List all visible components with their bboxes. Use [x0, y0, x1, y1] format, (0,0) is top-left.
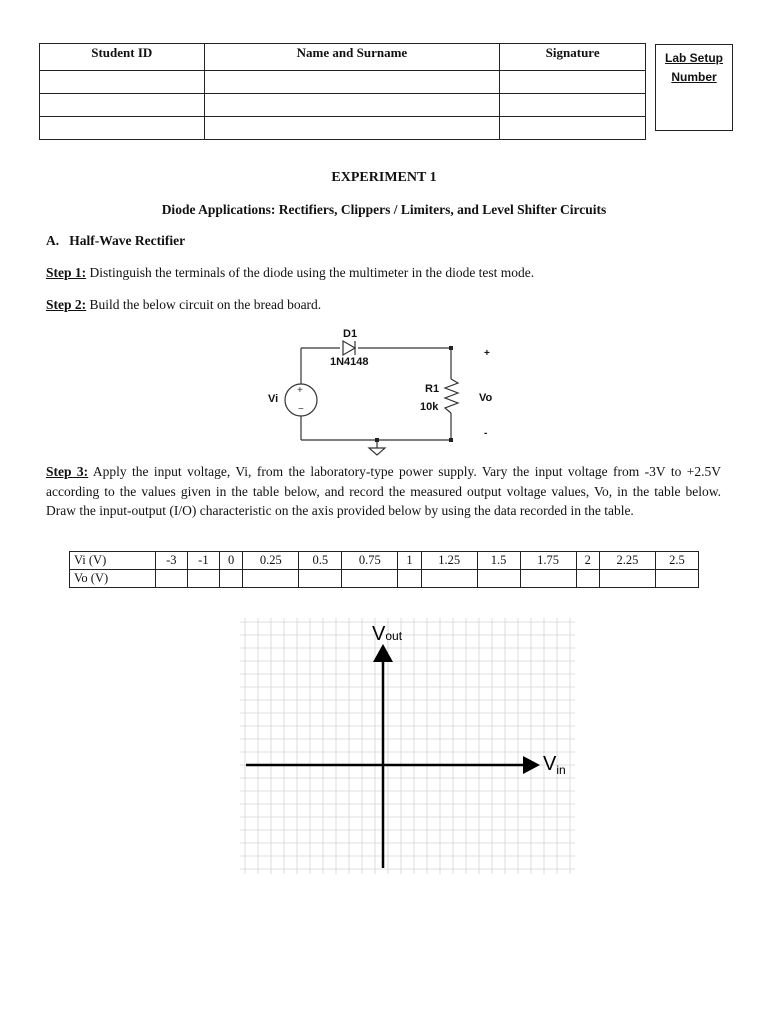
step-3-label: Step 3: [46, 464, 89, 479]
step-2-text: Build the below circuit on the bread board. [86, 297, 322, 312]
step-3-text: Apply the input voltage, Vi, from the laboratory-type power supply. Vary the input voltage from -3V to +2.5V according to the values given in the table below, and record the measured output voltage values, Vo, in the table below. Draw the input-output (I/O) characteristic on the axis provided below by using the data recorded in the table. [46, 464, 722, 518]
vi-value-cell: 1.5 [477, 552, 520, 570]
vo-entry-cell[interactable] [421, 570, 477, 588]
lab-setup-label: Lab Setup [664, 51, 723, 65]
vout-arrowhead [373, 644, 393, 662]
diode-part-label: 1N4148 [330, 356, 369, 368]
vi-value-cell: 0.75 [342, 552, 398, 570]
vi-value-cell: 2.5 [655, 552, 698, 570]
vout-subscript: out [385, 629, 403, 643]
vo-entry-cell[interactable] [342, 570, 398, 588]
vi-value-cell: 2 [576, 552, 599, 570]
signature-cell[interactable] [500, 117, 646, 140]
vi-value-cell: 1 [398, 552, 421, 570]
source-label: Vi [268, 393, 279, 405]
vi-row-label: Vi (V) [70, 552, 156, 570]
vo-entry-cell[interactable] [477, 570, 520, 588]
vi-value-cell: 1.25 [421, 552, 477, 570]
vo-entry-cell[interactable] [243, 570, 299, 588]
section-label: A. [46, 233, 60, 248]
graph-grid [240, 618, 575, 874]
student-info-table [39, 43, 646, 140]
vo-entry-cell[interactable] [576, 570, 599, 588]
output-minus-sign: - [484, 428, 488, 439]
section-heading [46, 233, 185, 249]
output-plus-sign: + [484, 348, 490, 359]
vin-axis-label [543, 753, 566, 777]
name-cell[interactable] [204, 71, 500, 94]
io-characteristic-axes[interactable] [240, 618, 575, 874]
vi-value-cell: 0 [219, 552, 242, 570]
student-id-cell[interactable] [40, 94, 205, 117]
svg-text:−: − [298, 404, 304, 415]
step-1 [46, 263, 721, 283]
vin-main: V [543, 753, 557, 775]
vo-row [70, 570, 699, 588]
vi-value-cell: 1.75 [520, 552, 576, 570]
vout-main: V [372, 623, 386, 645]
vo-entry-cell[interactable] [299, 570, 342, 588]
vi-value-cell: 0.25 [243, 552, 299, 570]
col-signature: Signature [500, 44, 646, 71]
student-row [40, 71, 646, 94]
resistor-symbol [445, 379, 458, 413]
signature-cell[interactable] [500, 71, 646, 94]
vo-entry-cell[interactable] [219, 570, 242, 588]
col-name-surname: Name and Surname [204, 44, 500, 71]
vo-entry-cell[interactable] [187, 570, 219, 588]
col-student-id: Student ID [40, 44, 205, 71]
student-row [40, 94, 646, 117]
vi-value-cell: 2.25 [599, 552, 655, 570]
vin-subscript: in [556, 763, 566, 777]
vi-value-cell: -3 [155, 552, 187, 570]
student-row [40, 117, 646, 140]
vo-row-label: Vo (V) [70, 570, 156, 588]
vo-entry-cell[interactable] [398, 570, 421, 588]
section-title: Half-Wave Rectifier [69, 233, 186, 248]
step-2-label: Step 2: [46, 297, 87, 312]
svg-text:+: + [297, 385, 303, 396]
resistor-value-label: 10k [420, 401, 439, 413]
resistor-name-label: R1 [425, 383, 440, 395]
step-2 [46, 295, 721, 315]
node-dot [449, 438, 453, 442]
node-dot [449, 346, 453, 350]
vi-value-cell: -1 [187, 552, 219, 570]
vi-value-cell: 0.5 [299, 552, 342, 570]
experiment-title: EXPERIMENT 1 [331, 170, 437, 185]
step-1-label: Step 1: [46, 265, 87, 280]
student-id-cell[interactable] [40, 71, 205, 94]
diode-symbol [343, 341, 355, 355]
vo-entry-cell[interactable] [599, 570, 655, 588]
lab-number-label: Number [671, 70, 717, 84]
vi-row [70, 552, 699, 570]
output-label: Vo [479, 392, 493, 404]
student-table-header-row [40, 44, 646, 71]
vi-vo-data-table [69, 551, 699, 588]
student-id-cell[interactable] [40, 117, 205, 140]
name-cell[interactable] [204, 94, 500, 117]
ground-symbol [369, 448, 385, 455]
vo-entry-cell[interactable] [655, 570, 698, 588]
lab-setup-number-box[interactable] [655, 44, 733, 131]
name-cell[interactable] [204, 117, 500, 140]
step-1-text: Distinguish the terminals of the diode using the multimeter in the diode test mode. [86, 265, 535, 280]
experiment-subtitle: Diode Applications: Rectifiers, Clippers / Limiters, and Level Shifter Circuits [161, 202, 607, 217]
vin-arrowhead [523, 756, 540, 774]
vout-axis-label [372, 623, 403, 645]
step-3 [46, 462, 721, 521]
vo-entry-cell[interactable] [155, 570, 187, 588]
vo-entry-cell[interactable] [520, 570, 576, 588]
diode-name-label: D1 [343, 328, 358, 340]
node-dot [375, 438, 379, 442]
signature-cell[interactable] [500, 94, 646, 117]
